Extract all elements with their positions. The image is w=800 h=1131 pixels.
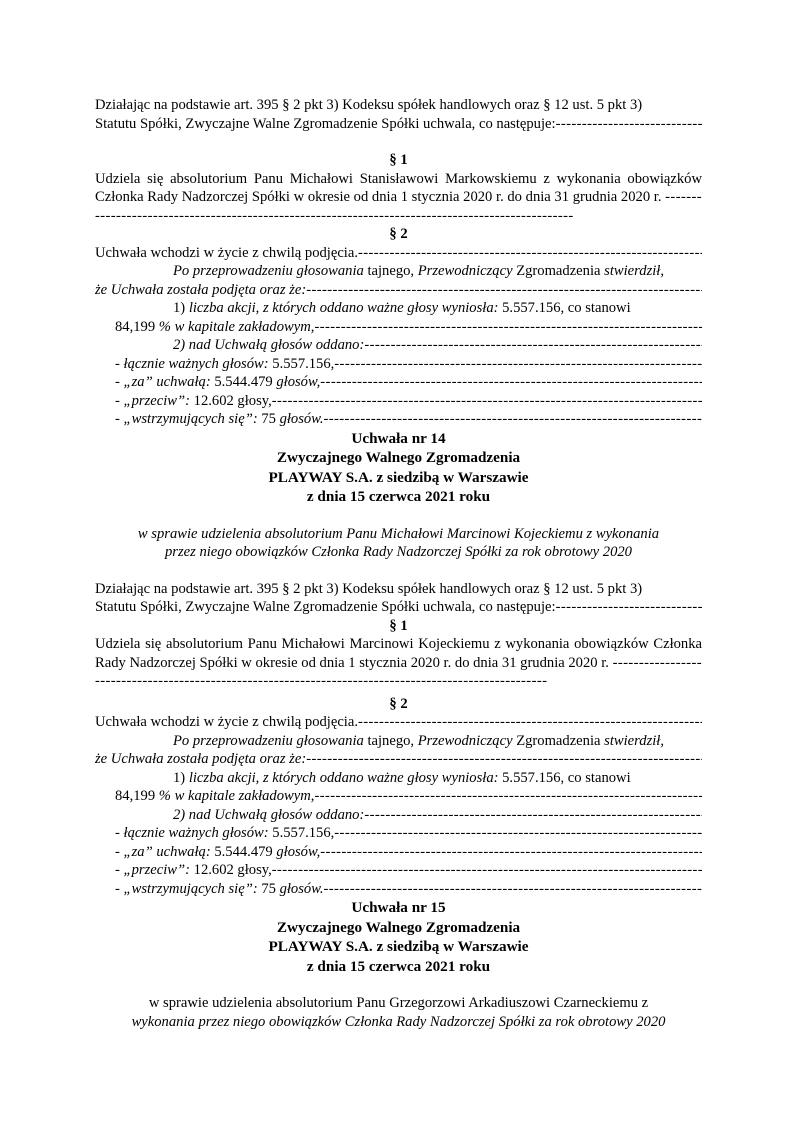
legal-basis-line1: Działając na podstawie art. 395 § 2 pkt 3) Kodeksu spółek handlowych oraz § 12 ust. 5 pkt 3)	[95, 97, 643, 113]
votes-for-line: - „za” uchwałą: 5.544.479 głosów, -----	[95, 373, 702, 392]
votes-against-line: - „przeciw”: 12.602 głosy, -----	[95, 861, 702, 880]
resolution-subject-line2: przez niego obowiązków Członka Rady Nadzorczej Spółki za rok obrotowy 2020	[165, 544, 632, 560]
paragraph-2-text: Uchwała wchodzi w życie z chwilą podjęcia. -----	[95, 713, 702, 732]
vote-intro-line1: Po przeprowadzeniu głosowania tajnego, Przewodniczący Zgromadzenia stwierdził,	[173, 732, 665, 749]
document-page	[95, 96, 702, 1031]
legal-basis-line1: Działając na podstawie art. 395 § 2 pkt 3) Kodeksu spółek handlowych oraz § 12 ust. 5 pkt 3)	[95, 580, 643, 597]
vote-intro-line2: że Uchwała została podjęta oraz że: -----	[95, 281, 702, 300]
assembly-name: Zwyczajnego Walnego Zgromadzenia	[276, 918, 521, 936]
resolution-number: Uchwała nr 14	[351, 429, 446, 447]
resolution-date: z dnia 15 czerwca 2021 roku	[306, 488, 491, 505]
resolution-date: z dnia 15 czerwca 2021 roku	[306, 957, 491, 975]
vote-intro-line2: że Uchwała została podjęta oraz że: -----	[95, 750, 702, 769]
paragraph-1-text: Udziela się absolutorium Panu Michałowi Stanisławowi Markowskiemu z wykonania obowiązków Członka Rady Nadzorczej Spółki w okresie od dnia 1 stycznia 2020 r. do dnia 31 grudnia 2020 r. --------------------------------------------------------------------------------------------------	[95, 170, 702, 224]
resolution-13-body	[95, 96, 702, 429]
shares-count-line2: 84,199 % w kapitale zakładowym, -----	[95, 787, 702, 806]
valid-votes-line: - łącznie ważnych głosów: 5.557.156, -----	[95, 824, 702, 843]
resolution-number: Uchwała nr 15	[351, 899, 446, 916]
votes-abstain-line: - „wstrzymujących się”: 75 głosów. -----	[95, 410, 702, 429]
valid-votes-line: - łącznie ważnych głosów: 5.557.156, -----	[95, 355, 702, 374]
paragraph-1-heading: § 1	[389, 152, 408, 168]
resolution-subject-line2: wykonania przez niego obowiązków Członka Rady Nadzorczej Spółki za rok obrotowy 2020	[131, 1013, 666, 1030]
paragraph-2-text: Uchwała wchodzi w życie z chwilą podjęcia. -----	[95, 244, 702, 263]
legal-basis-line2: Statutu Spółki, Zwyczajne Walne Zgromadzenie Spółki uchwala, co następuje: -----	[95, 115, 702, 134]
votes-abstain-line: - „wstrzymujących się”: 75 głosów. -----	[95, 880, 702, 899]
shares-count-line1: 1) liczba akcji, z których oddano ważne głosy wyniosła: 5.557.156, co stanowi	[173, 300, 631, 316]
vote-intro-line1: Po przeprowadzeniu głosowania tajnego, Przewodniczący Zgromadzenia stwierdził,	[173, 263, 665, 279]
paragraph-1-text: Udziela się absolutorium Panu Michałowi Marcinowi Kojeckiemu z wykonania obowiązków Członka Rady Nadzorczej Spółki w okresie od dnia 1 stycznia 2020 r. do dnia 31 grudnia 2020 r. -------------------------------------------------------------------------------------------------------	[95, 636, 702, 689]
company-name: PLAYWAY S.A. z siedzibą w Warszawie	[268, 468, 529, 486]
votes-against-line: - „przeciw”: 12.602 głosy, -----	[95, 392, 702, 411]
resolution-14-header	[95, 429, 702, 580]
votes-cast-line: 2) nad Uchwałą głosów oddano: -----	[95, 806, 702, 825]
shares-count-line1: 1) liczba akcji, z których oddano ważne głosy wyniosła: 5.557.156, co stanowi	[173, 769, 631, 786]
dash-filler: --------------------------------------------------------------------------------------------------	[95, 189, 702, 224]
paragraph-2-heading: § 2	[389, 226, 408, 242]
paragraph-1-heading: § 1	[389, 617, 408, 634]
dash-filler	[556, 115, 702, 134]
company-name: PLAYWAY S.A. z siedzibą w Warszawie	[268, 938, 529, 955]
resolution-15-header	[95, 898, 702, 1031]
shares-count-line2: 84,199 % w kapitale zakładowym, -----	[95, 318, 702, 337]
paragraph-2-heading: § 2	[389, 695, 408, 712]
resolution-subject-line1: w sprawie udzielenia absolutorium Panu Grzegorzowi Arkadiuszowi Czarneckiemu z	[148, 995, 649, 1011]
resolution-14-body	[95, 580, 702, 899]
legal-basis-line2: Statutu Spółki, Zwyczajne Walne Zgromadzenie Spółki uchwala, co następuje: -----	[95, 598, 702, 617]
votes-for-line: - „za” uchwałą: 5.544.479 głosów, -----	[95, 843, 702, 862]
votes-cast-line: 2) nad Uchwałą głosów oddano: -----	[95, 336, 702, 355]
assembly-name: Zwyczajnego Walnego Zgromadzenia	[276, 449, 521, 466]
resolution-subject-line1: w sprawie udzielenia absolutorium Panu Michałowi Marcinowi Kojeckiemu z wykonania	[137, 525, 660, 542]
